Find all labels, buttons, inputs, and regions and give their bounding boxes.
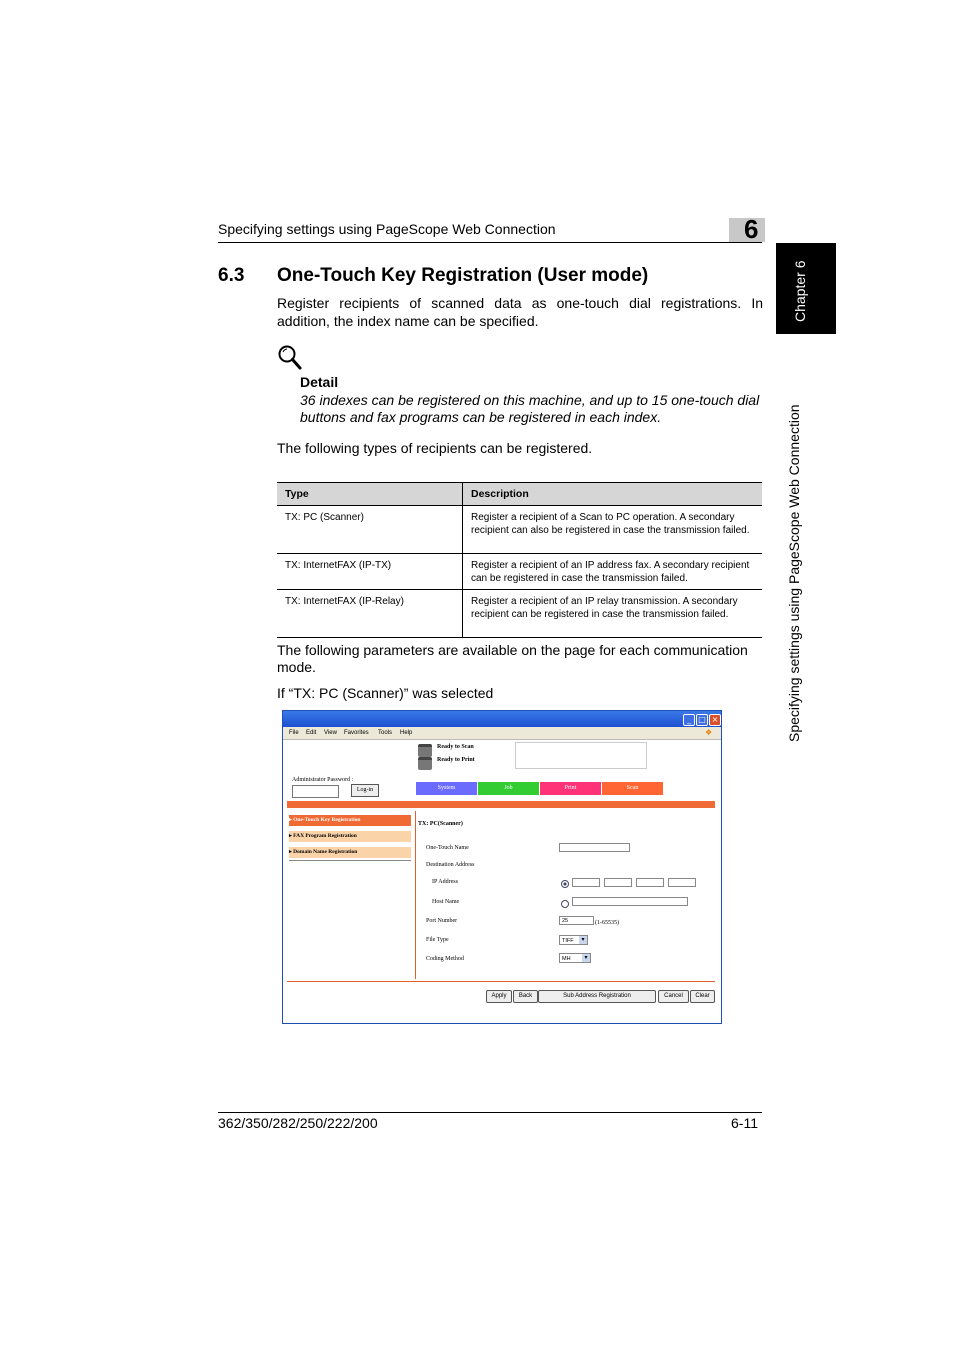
minimize-icon[interactable]: _ bbox=[683, 714, 695, 726]
scanner-icon bbox=[418, 744, 432, 757]
footer-rule bbox=[218, 1112, 762, 1113]
ip-octet-4-input[interactable] bbox=[668, 878, 696, 887]
table-row bbox=[277, 506, 762, 554]
one-touch-name-input[interactable] bbox=[559, 843, 630, 852]
types-intro: The following types of recipients can be registered. bbox=[277, 440, 593, 456]
detail-heading: Detail bbox=[300, 374, 339, 390]
menu-bar bbox=[283, 727, 721, 740]
side-menu-fax-program[interactable]: ▸ FAX Program Registration bbox=[289, 831, 411, 842]
recipient-types-table bbox=[277, 482, 762, 638]
side-menu-divider bbox=[289, 860, 411, 861]
ip-address-radio[interactable] bbox=[561, 880, 569, 888]
tab-system[interactable]: System bbox=[416, 782, 477, 795]
menu-help[interactable]: Help bbox=[400, 730, 413, 736]
menu-view[interactable]: View bbox=[324, 730, 337, 736]
section-number: 6.3 bbox=[218, 265, 245, 286]
column-divider bbox=[415, 811, 416, 979]
table-header-row bbox=[277, 483, 762, 506]
side-chapter-label: Chapter 6 bbox=[792, 260, 808, 322]
parameters-paragraph: The following parameters are available on the page for each communication mode. bbox=[277, 642, 748, 675]
running-header: Specifying settings using PageScope Web Connection bbox=[218, 221, 556, 237]
side-menu-label: FAX Program Registration bbox=[293, 833, 357, 839]
magnifier-icon bbox=[277, 344, 303, 372]
side-menu-one-touch[interactable]: ▸ One-Touch Key Registration bbox=[289, 815, 411, 826]
coding-method-label: Coding Method bbox=[426, 956, 464, 962]
port-number-label: Port Number bbox=[426, 918, 458, 924]
chapter-number: 6 bbox=[744, 214, 759, 244]
type-cell: TX: InternetFAX (IP-TX) bbox=[277, 554, 463, 590]
admin-password-input[interactable] bbox=[292, 785, 339, 798]
admin-password-label: Administrator Password : bbox=[292, 777, 354, 783]
ip-octet-3-input[interactable] bbox=[636, 878, 664, 887]
footer-models: 362/350/282/250/222/200 bbox=[218, 1115, 378, 1131]
coding-method-value: MH bbox=[562, 956, 571, 962]
selection-caption: If “TX: PC (Scanner)” was selected bbox=[277, 685, 494, 701]
menu-tools[interactable]: Tools bbox=[378, 730, 393, 736]
type-cell: TX: InternetFAX (IP-Relay) bbox=[277, 590, 463, 638]
tab-print[interactable]: Print bbox=[540, 782, 601, 795]
chevron-down-icon: ▾ bbox=[582, 954, 590, 962]
destination-address-label: Destination Address bbox=[426, 862, 475, 868]
description-cell: Register a recipient of an IP relay transmission. A secondary recipient can be registered in case the transmission failed. bbox=[463, 590, 763, 638]
host-name-radio[interactable] bbox=[561, 900, 569, 908]
printer-icon bbox=[418, 757, 432, 770]
sub-address-registration-button[interactable]: Sub Address Registration bbox=[538, 990, 656, 1003]
header-bar bbox=[287, 801, 715, 808]
tab-scan[interactable]: Scan bbox=[602, 782, 663, 795]
description-cell: Register a recipient of an IP address fax. A secondary recipient can be registered in case the transmission failed. bbox=[463, 554, 763, 590]
file-type-label: File Type bbox=[426, 937, 449, 943]
back-button[interactable]: Back bbox=[513, 990, 538, 1003]
ip-address-label: IP Address bbox=[432, 879, 458, 885]
side-menu-domain-name[interactable]: ▸ Domain Name Registration bbox=[289, 847, 411, 858]
page-number: 6-11 bbox=[731, 1115, 758, 1131]
cancel-button[interactable]: Cancel bbox=[658, 990, 689, 1003]
status-scan: Ready to Scan bbox=[437, 744, 474, 750]
windows-logo-icon: ❖ bbox=[705, 728, 713, 737]
type-cell: TX: PC (Scanner) bbox=[277, 506, 463, 554]
host-name-input[interactable] bbox=[572, 897, 688, 906]
menu-favorites[interactable]: Favorites bbox=[344, 730, 369, 736]
file-type-value: TIFF bbox=[562, 938, 574, 944]
section-title: One-Touch Key Registration (User mode) bbox=[277, 265, 649, 286]
column-header-description: Description bbox=[463, 483, 763, 506]
maximize-icon[interactable]: □ bbox=[696, 714, 708, 726]
file-type-select[interactable] bbox=[559, 935, 588, 945]
apply-button[interactable]: Apply bbox=[486, 990, 512, 1003]
tab-job[interactable]: Job bbox=[478, 782, 539, 795]
one-touch-name-label: One-Touch Name bbox=[426, 845, 469, 851]
clear-button[interactable]: Clear bbox=[690, 990, 715, 1003]
column-header-type: Type bbox=[277, 483, 463, 506]
side-chapter-title: Specifying settings using PageScope Web Connection bbox=[786, 404, 802, 742]
window-titlebar bbox=[283, 711, 721, 727]
side-menu-label: One-Touch Key Registration bbox=[293, 817, 361, 823]
ip-octet-1-input[interactable] bbox=[572, 878, 600, 887]
login-button[interactable]: Log-in bbox=[351, 784, 379, 797]
status-print: Ready to Print bbox=[437, 757, 475, 763]
menu-file[interactable]: File bbox=[289, 730, 299, 736]
chevron-down-icon: ▾ bbox=[579, 936, 587, 944]
form-bottom-rule bbox=[287, 981, 715, 982]
close-icon[interactable]: × bbox=[709, 714, 721, 726]
ip-octet-2-input[interactable] bbox=[604, 878, 632, 887]
port-number-input[interactable]: 25 bbox=[559, 916, 594, 925]
port-range-hint: (1-65535) bbox=[595, 920, 619, 926]
table-row bbox=[277, 554, 762, 590]
detail-text: 36 indexes can be registered on this machine, and up to 15 one-touch dial buttons and fax programs can be registered in each index. bbox=[300, 392, 760, 425]
message-box bbox=[515, 742, 647, 769]
description-cell: Register a recipient of a Scan to PC operation. A secondary recipient can also be registered in case the transmission failed. bbox=[463, 506, 763, 554]
table-row bbox=[277, 590, 762, 638]
host-name-label: Host Name bbox=[432, 899, 460, 905]
intro-paragraph: Register recipients of scanned data as one-touch dial registrations. In addition, the index name can be specified. bbox=[277, 295, 763, 329]
browser-window bbox=[282, 710, 722, 1024]
side-menu-label: Domain Name Registration bbox=[293, 849, 358, 855]
coding-method-select[interactable] bbox=[559, 953, 591, 963]
menu-edit[interactable]: Edit bbox=[306, 730, 317, 736]
header-rule bbox=[218, 242, 762, 243]
form-title: TX: PC(Scanner) bbox=[418, 821, 463, 827]
